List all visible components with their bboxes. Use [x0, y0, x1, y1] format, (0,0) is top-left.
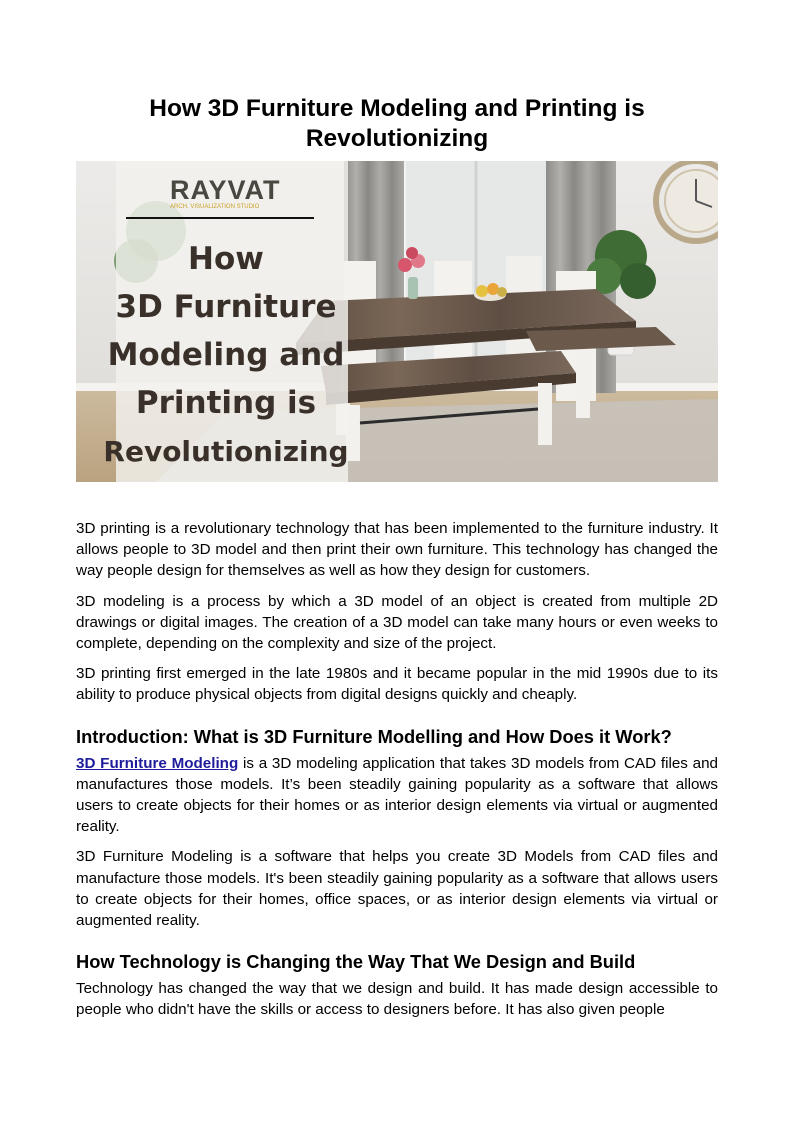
section-heading-introduction: Introduction: What is 3D Furniture Modelling and How Does it Work?	[76, 725, 672, 747]
hero-line-4: Printing is	[135, 385, 317, 421]
paragraph-section1-1-text: is a 3D modeling application that takes 3D models from CAD files and manufactures those models. It’s been steadily gaining popularity as a software that allows users to create objects for their homes or as interior design elements via virtual or augmented reality.	[76, 754, 718, 836]
section-heading-technology: How Technology is Changing the Way That We Design and Build	[76, 951, 636, 973]
hero-line-1: How	[188, 241, 264, 277]
brand-tagline: ARCH. VISUALIZATION STUDIO	[170, 204, 260, 210]
document-title: How 3D Furniture Modeling and Printing is Revolutionizing	[149, 95, 645, 152]
furniture-modeling-link[interactable]: 3D Furniture Modeling	[76, 754, 239, 772]
hero-line-3: Modeling and	[107, 337, 345, 373]
brand-logo: RAYVAT	[170, 175, 281, 205]
article-body	[76, 518, 718, 1030]
paragraph-intro-1: 3D printing is a revolutionary technology that has been implemented to the furniture industry. It allows people to 3D model and then print their own furniture. This technology has changed the way people design for themselves as well as how they design for customers.	[76, 520, 718, 580]
paragraph-section2-1: Technology has changed the way that we design and build. It has made design accessible to people who didn't have the skills or access to designers before. It has also given people	[76, 980, 718, 1019]
paragraph-section1-1	[76, 753, 718, 838]
paragraph-intro-3: 3D printing first emerged in the late 1980s and it became popular in the mid 1990s due to its ability to produce physical objects from digital designs quickly and cheaply.	[76, 665, 718, 704]
paragraph-intro-2: 3D modeling is a process by which a 3D model of an object is created from multiple 2D drawings or digital images. The creation of a 3D model can take many hours or even weeks to complete, depending on the complexity and size of the project.	[76, 592, 718, 653]
hero-line-5: Revolutionizing	[103, 435, 349, 468]
hero-image	[76, 161, 718, 482]
hero-line-2: 3D Furniture	[115, 289, 337, 325]
paragraph-section1-2: 3D Furniture Modeling is a software that helps you create 3D Models from CAD files and manufacture those models. It's been steadily gaining popularity as a software that allows users to create objects for their homes, office spaces, or as interior design elements via virtual or augmented reality.	[76, 848, 718, 930]
